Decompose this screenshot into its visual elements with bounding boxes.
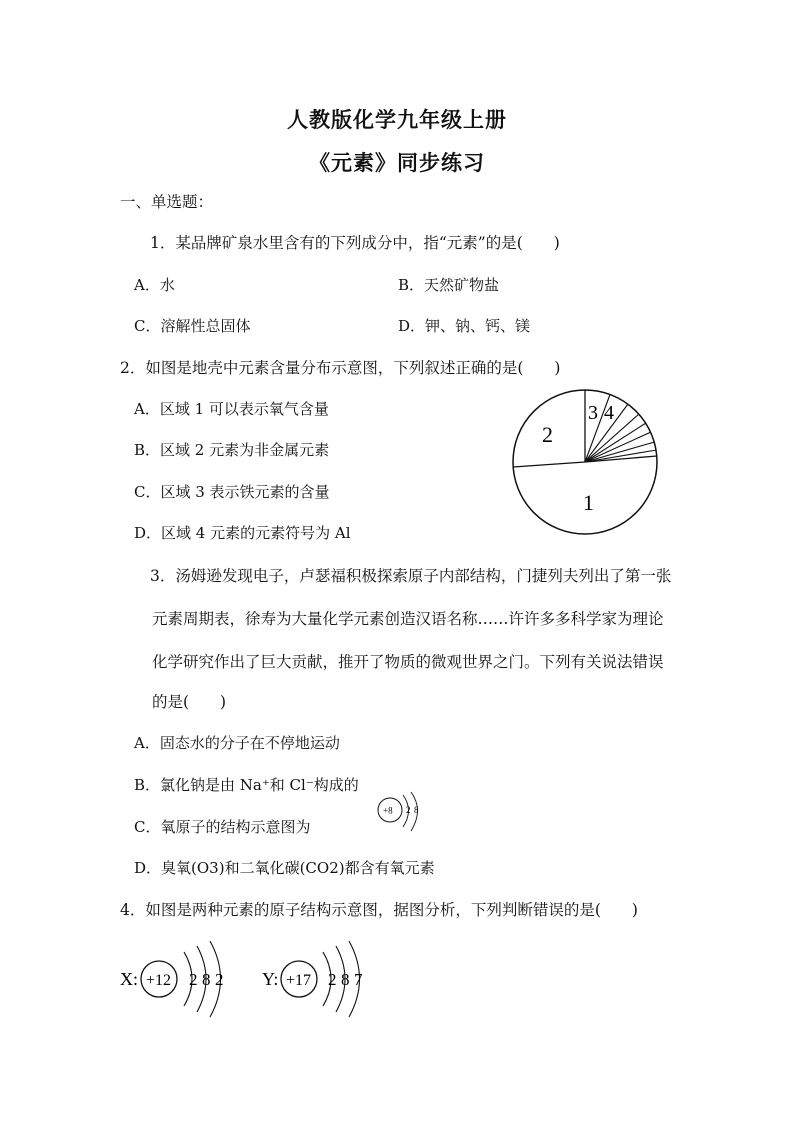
question-1-option-c: C．溶解性总固体 — [134, 317, 251, 335]
question-1-stem: 1．某品牌矿泉水里含有的下列成分中，指“元素”的是( ) — [150, 234, 560, 252]
atom-x-diagram — [118, 940, 243, 1018]
section-heading: 一、单选题： — [120, 193, 214, 211]
pie-label-4: 4 — [604, 402, 614, 424]
question-2-option-a: A．区域 1 可以表示氧气含量 — [134, 400, 329, 418]
atom-y-label: Y: — [262, 969, 279, 989]
oxygen-atom-diagram — [374, 790, 430, 838]
atom-y-shell-2-count: 8 — [341, 970, 350, 989]
question-3-option-c: C．氧原子的结构示意图为 — [134, 818, 311, 836]
atom-x-shell-2-count: 8 — [202, 970, 211, 989]
atom-y-shell-1-count: 2 — [328, 970, 337, 989]
question-3-stem-line-4: 的是( ) — [152, 693, 227, 711]
question-3-option-d: D．臭氧(O3)和二氧化碳(CO2)都含有氧元素 — [134, 859, 435, 877]
question-3-option-a: A．固态水的分子在不停地运动 — [134, 734, 340, 752]
question-2-option-d: D．区域 4 元素的元素符号为 Al — [134, 524, 351, 542]
pie-label-2: 2 — [542, 422, 553, 447]
atom-x-nucleus-charge: +12 — [146, 972, 172, 989]
question-2-stem: 2．如图是地壳中元素含量分布示意图，下列叙述正确的是( ) — [120, 359, 561, 377]
question-1-option-d: D．钾、钠、钙、镁 — [398, 317, 531, 335]
question-1-option-a: A．水 — [134, 276, 175, 294]
atom-y-shell-3-count: 7 — [354, 970, 363, 989]
oxygen-shell-2-count: 8 — [414, 805, 419, 815]
question-4-stem: 4．如图是两种元素的原子结构示意图，据图分析，下列判断错误的是( ) — [120, 901, 638, 919]
atom-y-nucleus-charge: +17 — [286, 972, 312, 989]
document-title: 人教版化学九年级上册 — [287, 107, 507, 132]
question-1-option-b: B．天然矿物盐 — [398, 276, 500, 294]
question-2-option-c: C．区域 3 表示铁元素的含量 — [134, 483, 330, 501]
document-subtitle: 《元素》同步练习 — [309, 150, 485, 175]
question-3-stem-line-1: 3．汤姆逊发现电子，卢瑟福积极探索原子内部结构，门捷列夫列出了第一张 — [150, 567, 672, 585]
atom-x-shell-1-count: 2 — [189, 970, 198, 989]
oxygen-nucleus-charge: +8 — [383, 805, 393, 816]
pie-label-3: 3 — [588, 402, 598, 424]
atom-y-diagram — [260, 940, 385, 1018]
question-2-option-b: B．区域 2 元素为非金属元素 — [134, 441, 330, 459]
question-3-stem-line-2: 元素周期表，徐寿为大量化学元素创造汉语名称……许许多多科学家为理论 — [152, 610, 664, 628]
oxygen-shell-1-count: 2 — [406, 805, 411, 815]
pie-label-1: 1 — [583, 490, 594, 515]
atom-x-label: X: — [120, 969, 138, 989]
crust-element-pie-diagram — [510, 386, 662, 538]
atom-x-shell-3-count: 2 — [215, 970, 224, 989]
question-3-stem-line-3: 化学研究作出了巨大贡献，推开了物质的微观世界之门。下列有关说法错误 — [152, 653, 664, 671]
question-3-option-b: B．氯化钠是由 Na⁺和 Cl⁻构成的 — [134, 776, 359, 794]
